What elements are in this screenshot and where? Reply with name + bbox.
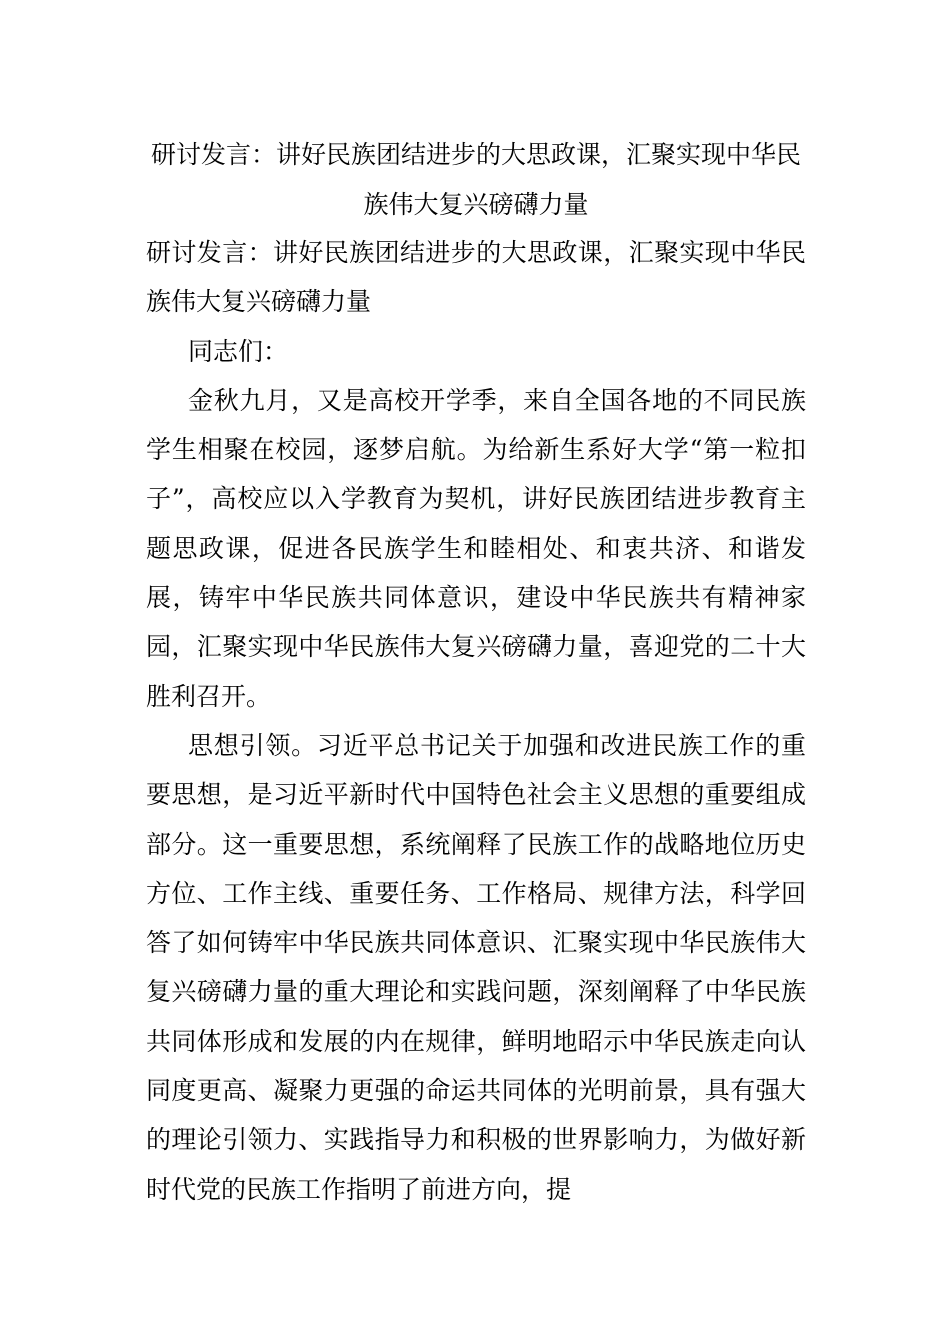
document-body — [146, 228, 806, 1214]
thought-guidance-paragraph: 思想引领。习近平总书记关于加强和改进民族工作的重要思想，是习近平新时代中国特色社会主义思想的重要组成部分。这一重要思想，系统阐释了民族工作的战略地位历史方位、工作主线、重要任务、工作格局、规律方法，科学回答了如何铸牢中华民族共同体意识、汇聚实现中华民族伟大复兴磅礴力量的重大理论和实践问题，深刻阐释了中华民族共同体形成和发展的内在规律，鲜明地昭示中华民族走向认同度更高、凝聚力更强的命运共同体的光明前景，具有强大的理论引领力、实践指导力和积极的世界影响力，为做好新时代党的民族工作指明了前进方向，提 — [146, 730, 806, 1204]
intro-paragraph: 金秋九月，又是高校开学季，来自全国各地的不同民族学生相聚在校园，逐梦启航。为给新生系好大学“第一粒扣子”，高校应以入学教育为契机，讲好民族团结进步教育主题思政课，促进各民族学生和睦相处、和衷共济、和谐发展，铸牢中华民族共同体意识，建设中华民族共有精神家园，汇聚实现中华民族伟大复兴磅礴力量，喜迎党的二十大胜利召开。 — [146, 385, 806, 711]
repeated-title-paragraph: 研讨发言：讲好民族团结进步的大思政课，汇聚实现中华民族伟大复兴磅礴力量 — [146, 238, 806, 317]
document-title: 研讨发言：讲好民族团结进步的大思政课，汇聚实现中华民族伟大复兴磅礴力量 — [150, 140, 801, 219]
salutation-paragraph: 同志们： — [188, 336, 289, 366]
